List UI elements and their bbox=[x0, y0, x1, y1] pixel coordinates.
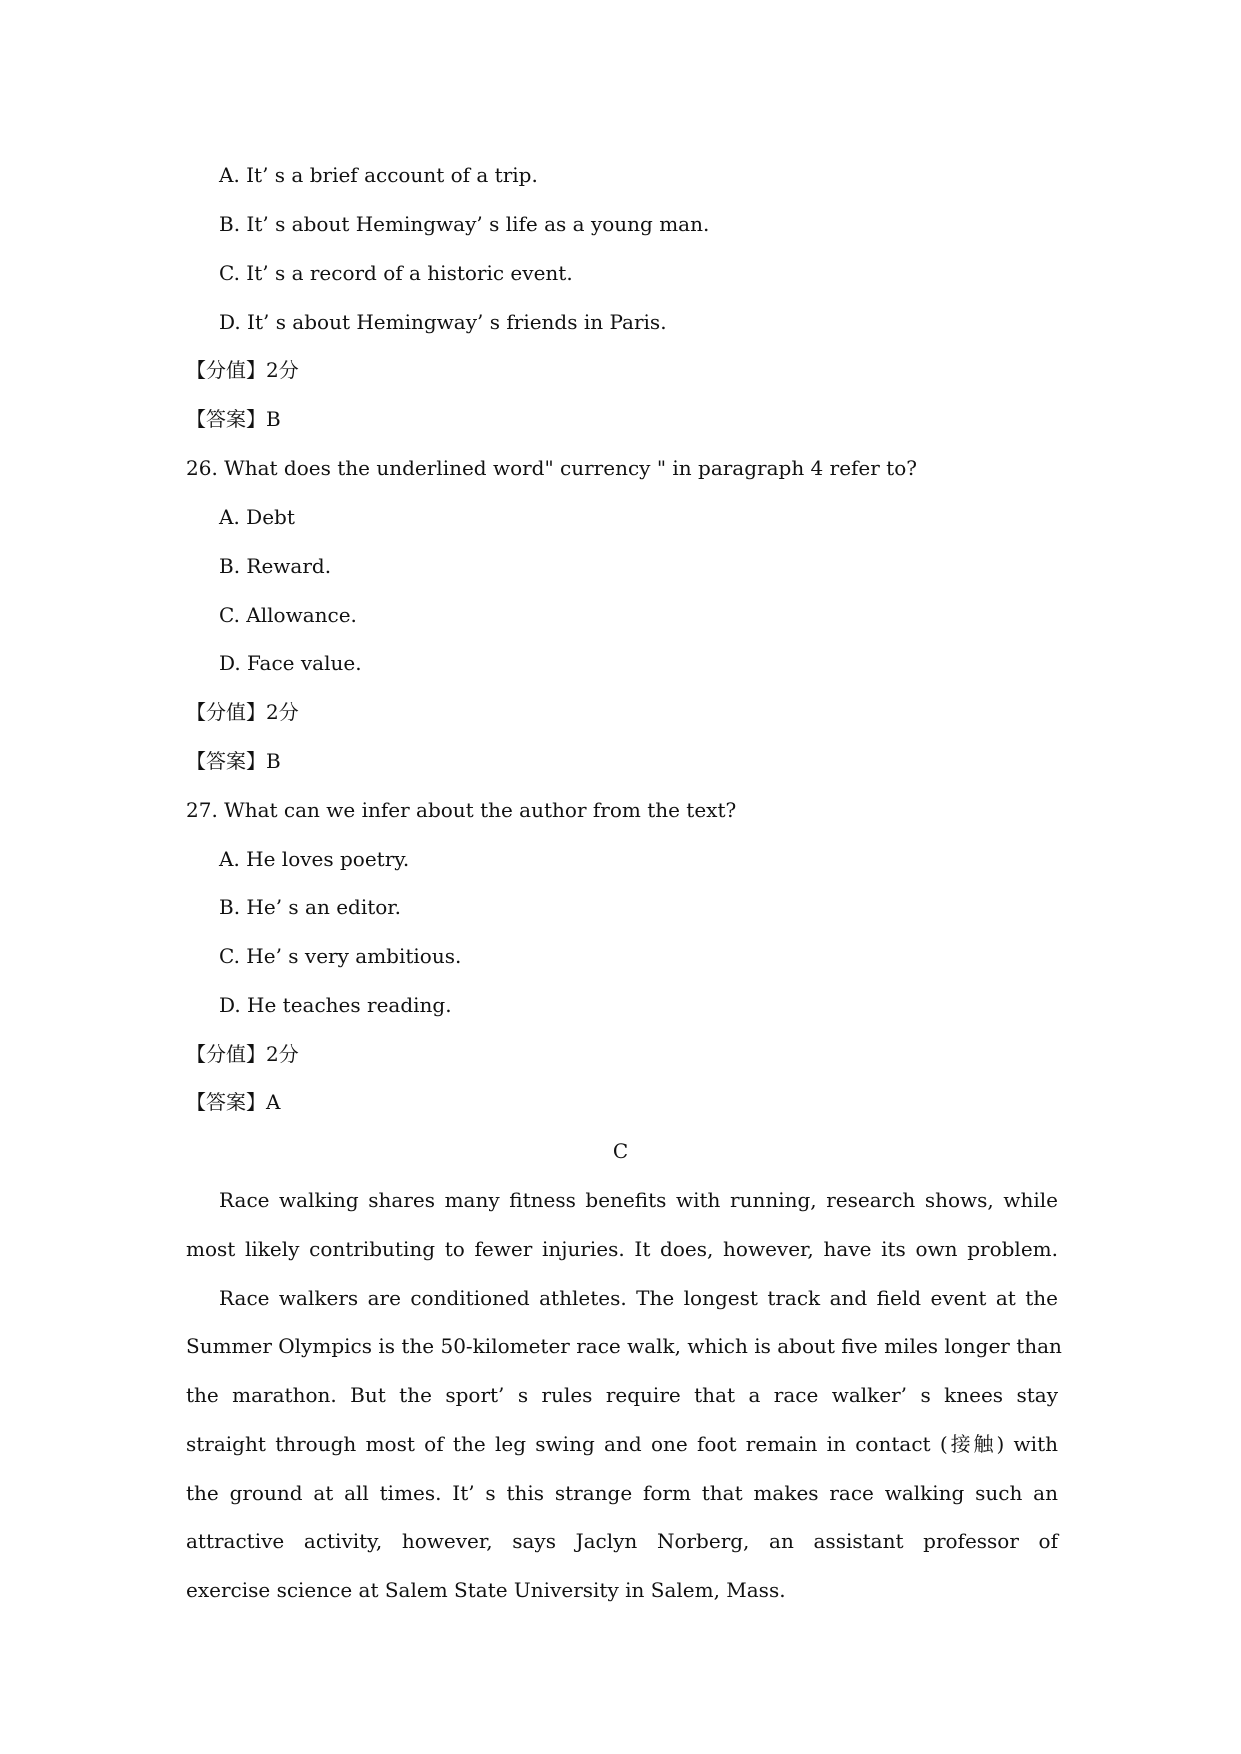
q27-option-c: C. He’ s very ambitious. bbox=[219, 944, 462, 968]
q26-option-c: C. Allowance. bbox=[219, 603, 357, 627]
q26-option-b: B. Reward. bbox=[219, 554, 332, 578]
q25-option-c: C. It’ s a record of a historic event. bbox=[219, 261, 573, 285]
section-heading: C bbox=[612, 1139, 629, 1163]
passage-line: exercise science at Salem State University in Salem, Mass. bbox=[186, 1578, 786, 1602]
q27-option-b: B. He’ s an editor. bbox=[219, 895, 402, 919]
q26-score: 【分值】2分 bbox=[186, 700, 299, 724]
passage-line: most likely contributing to fewer injuries. It does, however, have its own problem. bbox=[186, 1237, 1058, 1261]
q27-option-a: A. He loves poetry. bbox=[219, 847, 410, 871]
q26-option-a: A. Debt bbox=[219, 505, 295, 529]
passage-line: attractive activity, however, says Jaclyn Norberg, an assistant professor of bbox=[186, 1529, 1058, 1553]
q27-option-d: D. He teaches reading. bbox=[219, 993, 452, 1017]
q25-answer: 【答案】B bbox=[186, 407, 281, 431]
q27-stem: 27. What can we infer about the author from the text? bbox=[186, 798, 737, 822]
passage-line: the ground at all times. It’ s this strange form that makes race walking such an bbox=[186, 1481, 1058, 1505]
q25-score: 【分值】2分 bbox=[186, 358, 299, 382]
passage-line: the marathon. But the sport’ s rules require that a race walker’ s knees stay bbox=[186, 1383, 1058, 1407]
q25-option-d: D. It’ s about Hemingway’ s friends in Paris. bbox=[219, 310, 667, 334]
q25-option-a: A. It’ s a brief account of a trip. bbox=[219, 163, 538, 187]
q26-answer: 【答案】B bbox=[186, 749, 281, 773]
q27-score: 【分值】2分 bbox=[186, 1042, 299, 1066]
q27-answer: 【答案】A bbox=[186, 1090, 281, 1114]
passage-line: Race walking shares many fitness benefits with running, research shows, while bbox=[219, 1188, 1058, 1212]
q25-option-b: B. It’ s about Hemingway’ s life as a young man. bbox=[219, 212, 710, 236]
q26-option-d: D. Face value. bbox=[219, 651, 362, 675]
passage-line: Summer Olympics is the 50-kilometer race walk, which is about five miles longer than bbox=[186, 1334, 1062, 1358]
q26-stem: 26. What does the underlined word" currency " in paragraph 4 refer to? bbox=[186, 456, 917, 480]
passage-line: Race walkers are conditioned athletes. The longest track and field event at the bbox=[219, 1286, 1058, 1310]
passage-line: straight through most of the leg swing and one foot remain in contact (接触) with bbox=[186, 1432, 1058, 1456]
